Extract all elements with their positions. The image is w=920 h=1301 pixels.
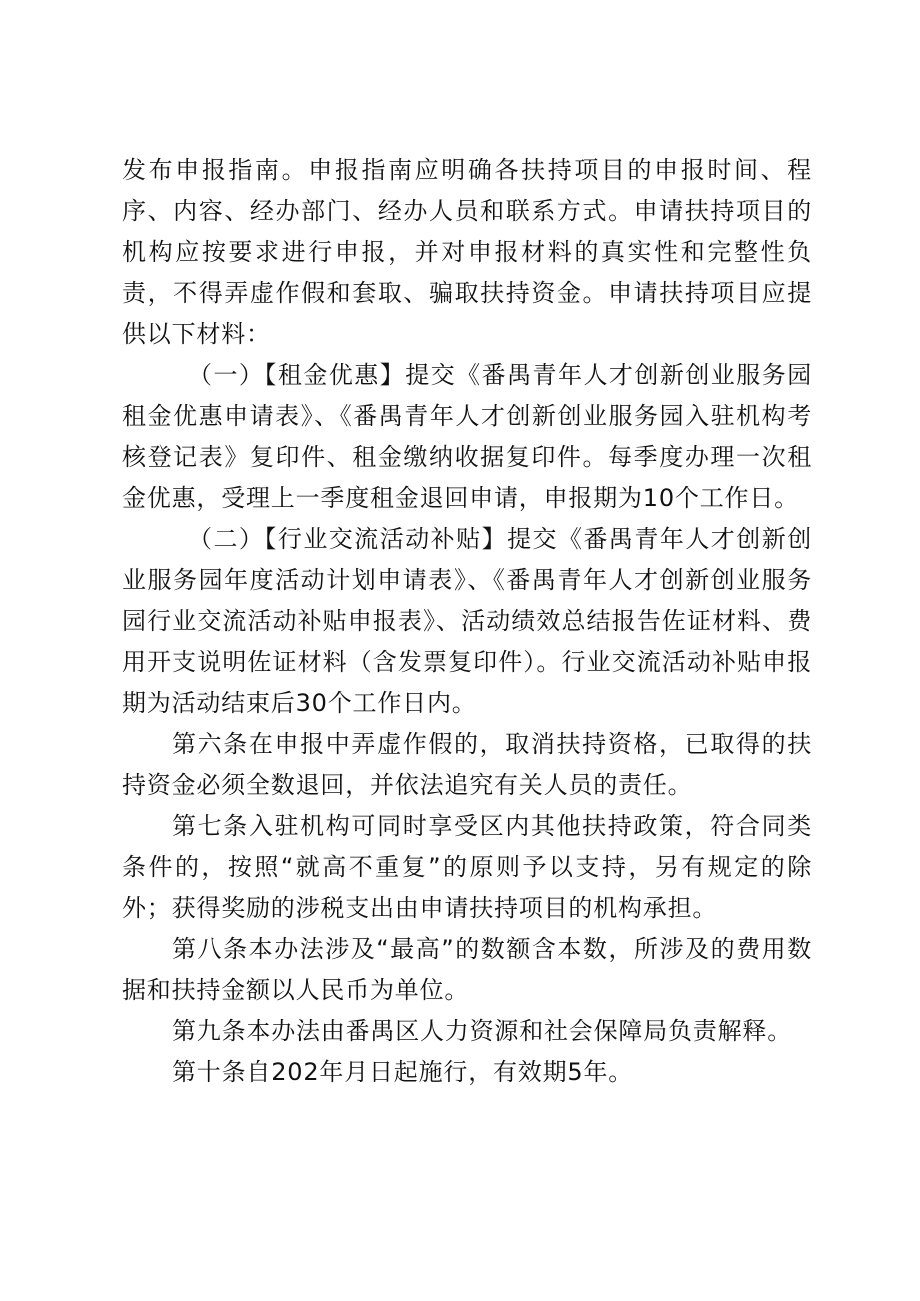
paragraph-rent-discount: （一）【租金优惠】提交《番禺青年人才创新创业服务园租金优惠申请表》、《番禺青年人才创新创业服务园入驻机构考核登记表》复印件、租金缴纳收据复印件。每季度办理一次租金优惠，受理上一季度租金退回申请，申报期为10个工作日。	[122, 361, 812, 512]
paragraph-application-guide: 发布申报指南。申报指南应明确各扶持项目的申报时间、程序、内容、经办部门、经办人员和联系方式。申请扶持项目的机构应按要求进行申报，并对申报材料的真实性和完整性负责，不得弄虚作假和套取、骗取扶持资金。申请扶持项目应提供以下材料：	[122, 156, 812, 348]
paragraph-industry-exchange-subsidy: （二）【行业交流活动补贴】提交《番禺青年人才创新创业服务园年度活动计划申请表》、《番禺青年人才创新创业服务园行业交流活动补贴申报表》、活动绩效总结报告佐证材料、费用开支说明佐证材料（含发票复印件）。行业交流活动补贴申报期为活动结束后30个工作日内。	[122, 525, 812, 717]
article-6: 第六条在申报中弄虚作假的，取消扶持资格，已取得的扶持资金必须全数退回，并依法追究有关人员的责任。	[122, 730, 812, 799]
document-body	[122, 150, 812, 1093]
article-8: 第八条本办法涉及“最高”的数额含本数，所涉及的费用数据和扶持金额以人民币为单位。	[122, 935, 812, 1004]
article-7: 第七条入驻机构可同时享受区内其他扶持政策，符合同类条件的，按照“就高不重复”的原则予以支持，另有规定的除外；获得奖励的涉税支出由申请扶持项目的机构承担。	[122, 812, 812, 922]
article-9: 第九条本办法由番禺区人力资源和社会保障局负责解释。	[172, 1017, 792, 1045]
article-10: 第十条自202年月日起施行，有效期5年。	[172, 1058, 634, 1086]
